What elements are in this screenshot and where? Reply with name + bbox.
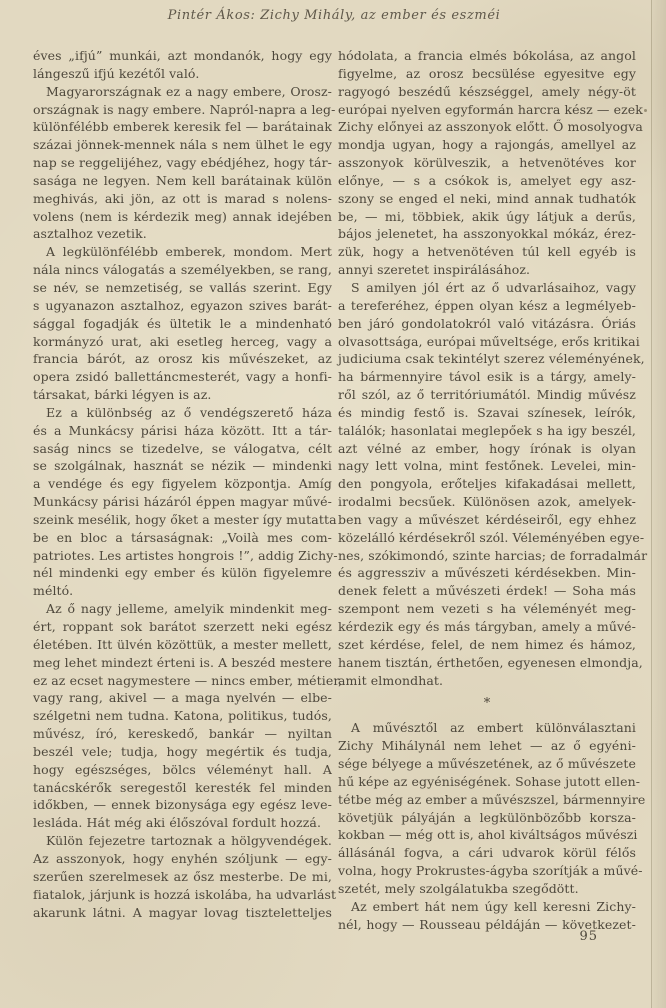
text-line: den pongyola, erőteljes kifakadásai mellett, bbox=[338, 476, 636, 492]
text-line: judiciuma csak tekintélyt szerez véleményének, bbox=[338, 351, 645, 367]
text-line: se szolgálnak, hasznát se nézik — mindenki bbox=[33, 458, 332, 474]
text-line: asztalhoz vezetik. bbox=[33, 226, 147, 242]
text-line: lángeszű ifjú kezétől való. bbox=[33, 65, 200, 81]
text-line: be en bloc a társaságnak: „Voilà mes com- bbox=[33, 529, 332, 545]
text-line: sége bélyege a művészetének, az ő művészete bbox=[338, 756, 636, 772]
text-line: francia bárót, az orosz kis művészeket, az bbox=[33, 351, 332, 367]
text-line: figyelme, az orosz becsülése egyesitve egy bbox=[338, 65, 636, 81]
text-line: hogy egészséges, bölcs véleményt hall. A bbox=[33, 761, 332, 777]
text-line: Zichy előnyei az asszonyok előtt. Ő mosolyogva bbox=[338, 119, 643, 135]
text-line: patriotes. Les artistes hongrois !”, addig Zichy- bbox=[33, 547, 338, 563]
text-line: denek felett a művészeti érdek! — Soha más bbox=[338, 583, 636, 599]
text-line: A művésztől az embert különválasztani bbox=[351, 720, 636, 736]
text-line: ha bármennyire távol esik is a tárgy, amely- bbox=[338, 369, 636, 385]
text-line: életében. Itt ülvén közöttük, a mester mellett, bbox=[33, 636, 332, 652]
text-line: be, — mi, többiek, akik úgy látjuk a derűs, bbox=[338, 208, 636, 224]
text-line: méltó. bbox=[33, 583, 74, 599]
text-line: nél mindenki egy ember és külön figyelemre bbox=[33, 565, 332, 581]
text-line: és aggressziv a művészeti kérdésekben. Min- bbox=[338, 565, 636, 581]
text-line: szony se enged el neki, mind annak tudhatók bbox=[338, 190, 636, 206]
text-line: zük, hogy a hetvenötéven túl kell egyéb is bbox=[338, 244, 636, 260]
page-number: 95 bbox=[579, 929, 598, 944]
text-line: ben járó gondolatokról való vitázásra. Óriás bbox=[338, 315, 636, 331]
text-line: nap se reggelijéhez, vagy ebédjéhez, hogy tár- bbox=[33, 155, 332, 171]
text-line: a vendége és egy figyelem központja. Amíg bbox=[33, 476, 332, 492]
text-line: kokban — még ott is, ahol kiváltságos művészi bbox=[338, 827, 638, 843]
text-line: közelálló kérdésekről szól. Véleményében egye- bbox=[338, 529, 645, 545]
text-line: szélgetni nem tudna. Katona, politikus, tudós, bbox=[33, 708, 332, 724]
text-line: százai jönnek-mennek nála s nem ülhet le egy bbox=[33, 137, 332, 153]
text-line: meg lehet mindezt érteni is. A beszéd mestere bbox=[33, 654, 332, 670]
text-column-left bbox=[33, 47, 343, 921]
text-line: Az ő nagy jelleme, amelyik mindenkit meg- bbox=[46, 601, 332, 617]
text-line: Munkácsy párisi házáról éppen magyar művé- bbox=[33, 494, 332, 510]
text-line: hű képe az egyéniségének. Sohase jutott ellen- bbox=[338, 773, 641, 789]
text-line: volna, hogy Prokrustes-ágyba szorítják a művé- bbox=[338, 863, 643, 879]
text-line: saság nincs se tizedelve, se válogatva, célt bbox=[33, 440, 332, 456]
text-line: bájos jelenetet, ha asszonyokkal mókáz, érez- bbox=[338, 226, 636, 242]
text-line: előnye, — s a csókok is, amelyet egy asz- bbox=[338, 172, 636, 188]
right-column-part-1 bbox=[338, 47, 648, 689]
text-line: különfélébb emberek keresik fel — barátainak bbox=[33, 119, 332, 135]
text-line: Az asszonyok, hogy enyhén szóljunk — egy- bbox=[33, 850, 332, 866]
text-line: szerűen szerelmesek az ősz mesterbe. De mi, bbox=[33, 868, 332, 884]
text-line: találók; hasonlatai meglepőek s ha igy beszél, bbox=[338, 422, 636, 438]
text-line: Az embert hát nem úgy kell keresni Zichy- bbox=[351, 898, 636, 914]
text-line: kérdezik egy és más tárgyban, amely a művé- bbox=[338, 619, 636, 634]
text-line: volens (nem is kérdezik meg) annak idejében bbox=[33, 208, 332, 224]
text-line: a tereferéhez, éppen olyan kész a legmélyeb- bbox=[338, 297, 636, 313]
text-line: Zichy Mihálynál nem lehet — az ő egyéni- bbox=[338, 738, 636, 754]
text-line: nes, szókimondó, szinte harcias; de forradalmár bbox=[338, 547, 648, 563]
text-line: sággal fogadják és ültetik le a mindenható bbox=[33, 315, 332, 331]
text-line: amit elmondhat. bbox=[338, 672, 444, 688]
text-line: ragyogó beszédű készséggel, amely négy-öt bbox=[338, 83, 636, 99]
text-line: beszél vele; tudja, hogy megértik és tudja, bbox=[33, 743, 332, 759]
right-column-part-2 bbox=[338, 719, 646, 933]
text-line: annyi szeretet inspirálásához. bbox=[338, 262, 531, 278]
running-header: Pintér Ákos: Zichy Mihály, az ember és eszméi bbox=[167, 8, 501, 23]
text-line: ről szól, az ő territóriumától. Mindig művész bbox=[338, 387, 636, 403]
text-line: sasága ne legyen. Nem kell barátainak külön bbox=[33, 172, 332, 188]
text-line: vagy rang, akivel — a maga nyelvén — elbe- bbox=[33, 690, 332, 706]
text-line: és mindig festő is. Szavai színesek, leírók, bbox=[338, 404, 636, 420]
text-line: Magyarországnak ez a nagy embere, Orosz- bbox=[46, 83, 332, 99]
text-line: Ez a különbség az ő vendégszerető háza bbox=[46, 404, 332, 420]
text-line: társakat, bárki légyen is az. bbox=[33, 387, 212, 403]
text-line: hanem tisztán, érthetően, egyenesen elmondja, bbox=[338, 654, 643, 670]
text-line: opera zsidó ballettáncmesterét, vagy a honfi- bbox=[33, 369, 332, 385]
text-line: meghivás, aki jön, az ott is marad s nolens- bbox=[33, 190, 332, 206]
text-line: S amilyen jól ért az ő udvarlásaihoz, vagy bbox=[351, 279, 636, 295]
text-line: olvasottsága, európai műveltsége, erős kritikai bbox=[338, 333, 640, 349]
text-line: szetét, mely szolgálatukba szegődött. bbox=[338, 880, 579, 896]
text-line: irodalmi becsűek. Különösen azok, amelyek- bbox=[338, 494, 636, 510]
text-line: nála nincs válogatás a személyekben, se rang, bbox=[33, 262, 332, 278]
text-line: szempont nem vezeti s ha véleményét meg- bbox=[338, 601, 636, 617]
text-line: azt vélné az ember, hogy írónak is olyan bbox=[338, 440, 636, 456]
text-line: szet kérdése, felel, de nem himez és hámoz, bbox=[338, 636, 636, 652]
text-line: nagy lett volna, mint festőnek. Levelei, min- bbox=[338, 458, 636, 474]
text-line: hódolata, a francia elmés bókolása, az angol bbox=[338, 48, 636, 63]
text-line: tétbe még az ember a művészszel, bármennyire bbox=[338, 791, 646, 807]
text-line: állásánál fogva, a cári udvarok körül félős bbox=[338, 845, 636, 861]
text-line: tanácskérők seregestől keresték fel minden bbox=[33, 779, 332, 795]
text-line: követjük pályáján a legkülönbözőbb korsza- bbox=[338, 809, 636, 825]
text-line: és a Munkácsy párisi háza között. Itt a tár- bbox=[33, 422, 332, 438]
text-line: akarunk látni. A magyar lovag tiszteletteljes bbox=[33, 904, 332, 920]
ink-speck bbox=[644, 109, 647, 112]
text-line: ben vagy a művészet kérdéseiről, egy ehhez bbox=[338, 511, 636, 527]
text-line: Külön fejezetre tartoznak a hölgyvendégek. bbox=[46, 833, 332, 849]
text-line: ez az ecset nagymestere — nincs ember, métier, bbox=[33, 672, 343, 688]
text-line: lesláda. Hát még aki élőszóval fordult hozzá. bbox=[33, 815, 322, 831]
text-line: országnak is nagy embere. Napról-napra a leg- bbox=[33, 101, 336, 117]
text-line: A legkülönfélébb emberek, mondom. Mert bbox=[46, 244, 332, 260]
text-line: ért, roppant sok barátot szerzett neki egész bbox=[33, 619, 332, 634]
text-line: európai nyelven egyformán harcra kész — ezek bbox=[338, 101, 643, 117]
text-line: se név, se nemzetiség, se vallás szerint. Egy bbox=[33, 279, 332, 295]
section-separator-asterisk: * bbox=[483, 696, 491, 712]
text-line: művész, író, kereskedő, bankár — nyiltan bbox=[33, 726, 332, 742]
text-line: fiatalok, járjunk is hozzá iskolába, ha udvarlást bbox=[33, 886, 337, 902]
text-line: s ugyanazon asztalhoz, egyazon szives barát- bbox=[33, 297, 332, 313]
text-line: szeink mesélik, hogy őket a mester így mutatta bbox=[33, 511, 337, 527]
text-line: nél, hogy — Rousseau példáján — következet- bbox=[338, 916, 636, 932]
text-line: időkben, — ennek bizonysága egy egész leve- bbox=[33, 797, 332, 813]
text-line: mondja ugyan, hogy a rajongás, amellyel az bbox=[338, 137, 636, 153]
text-line: asszonyok körülveszik, a hetvenötéves kor bbox=[338, 155, 636, 171]
text-line: kormányzó urat, aki esetleg herceg, vagy a bbox=[33, 333, 332, 349]
text-column-right bbox=[338, 47, 648, 934]
page-edge-shadow bbox=[651, 0, 666, 1008]
text-line: éves „ifjú” munkái, azt mondanók, hogy egy bbox=[33, 48, 332, 63]
